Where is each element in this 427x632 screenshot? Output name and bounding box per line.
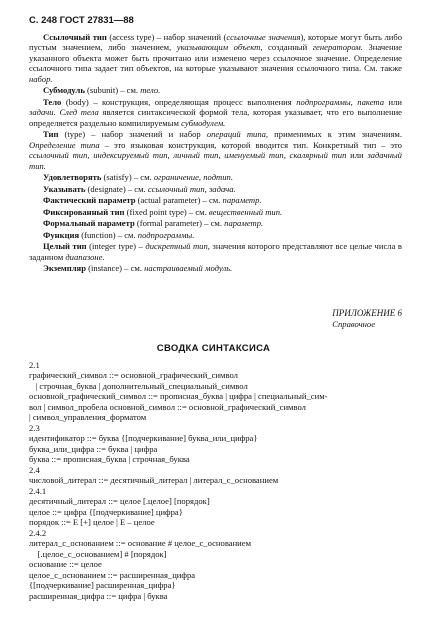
syntax-rule-line: целое ::= цифра {[подчеркивание] цифра} xyxy=(29,506,183,517)
glossary-text: дискретный тип, xyxy=(145,241,210,252)
syntax-section-number: 2.3 xyxy=(29,422,40,433)
syntax-section-number: 2.1 xyxy=(29,360,40,370)
glossary-text: Значение указанного объекта может быть прочитано или изменено через ссылочное значение. Определение ссылочного типа задает тип объектов, на которые указывают значения ссылочного типа. См. также xyxy=(29,42,403,74)
glossary-text: тело. xyxy=(140,85,161,96)
glossary-text: ссылочные значения xyxy=(226,32,301,42)
glossary-term: Указывать xyxy=(43,183,86,194)
glossary-text: (access type) – набор значений ( xyxy=(106,32,227,42)
syntax-rule-line: основание ::= целое xyxy=(29,559,102,570)
glossary-entry xyxy=(29,263,402,273)
glossary-term: Субмодуль xyxy=(43,85,85,96)
glossary-term: Формальный параметр xyxy=(43,218,135,229)
glossary-text: Определение типа xyxy=(29,139,100,150)
glossary-text: или xyxy=(384,96,402,107)
appendix-kind: Справочное xyxy=(332,318,376,329)
glossary-text: (fixed point type) – см. xyxy=(124,206,209,217)
glossary-text: (instance) – см. xyxy=(86,263,145,274)
glossary-term: Ссылочный тип xyxy=(43,32,107,42)
glossary-text: является синтаксической формой тела, которая указывает, что его выполнение определяется раздельно компилируемым xyxy=(29,107,403,128)
syntax-rule-line: {[подчеркивание] расширенная_цифра} xyxy=(29,580,176,591)
glossary-text: настраиваемый модуль. xyxy=(144,263,233,274)
glossary-text: субмодулем. xyxy=(181,117,226,128)
glossary-text: набор. xyxy=(29,73,53,84)
glossary-entry xyxy=(29,195,402,205)
glossary-entry xyxy=(29,97,402,128)
glossary-text: (formal parameter) – см. xyxy=(134,218,225,229)
page-header: С. 248 ГОСТ 27831—88 xyxy=(29,15,134,26)
syntax-rule-line: | символ_управления_форматом xyxy=(29,412,147,423)
syntax-rule-line: буква_или_цифра ::= буква | цифра xyxy=(29,443,158,454)
glossary-text: вещественный тип. xyxy=(208,206,283,217)
glossary-text: ), которые могут быть либо пустым значением, либо значением, xyxy=(29,32,403,53)
syntax-rule-line: [.целое_с_основанием] # [порядок] xyxy=(29,548,167,559)
glossary-text: , применимых к этим значениям. xyxy=(265,129,402,140)
glossary-text: значения которого представляют все целые числа в заданном xyxy=(29,241,402,262)
syntax-rule-line: | строчная_буква | дополнительный_специальный_символ xyxy=(29,380,248,391)
glossary-entry xyxy=(29,32,402,84)
glossary-entry xyxy=(29,172,402,182)
glossary-entry xyxy=(29,129,402,171)
syntax-summary xyxy=(29,360,409,601)
glossary-text: – это языковая конструкция, которой вводится тип. Конкретный тип – это xyxy=(99,139,402,150)
glossary-text: подпрограммы. xyxy=(137,229,195,240)
glossary-text: задачи. След тела xyxy=(29,107,99,118)
glossary-entry xyxy=(29,85,402,95)
glossary-term: Целый тип xyxy=(43,241,87,252)
syntax-rule-line: основной_графический_символ ::= прописная_буква | цифра | специальный_сим- xyxy=(29,391,328,402)
glossary-text: , созданный xyxy=(260,42,313,53)
syntax-rule-line: вол | символ_пробела основной_символ ::= основной_графический_символ xyxy=(29,401,306,412)
syntax-rule-line: буква ::= прописная_буква | строчная_буква xyxy=(29,454,190,465)
syntax-rule-line: десятичный_литерал ::= целое [.целое] [порядок] xyxy=(29,496,210,507)
glossary-text: параметр. xyxy=(224,218,264,229)
glossary-text: (designate) – см. xyxy=(85,183,148,194)
glossary-term: Удовлетворять xyxy=(43,172,102,183)
glossary-text: операций типа xyxy=(206,129,266,140)
glossary-text: генератором. xyxy=(312,42,363,53)
syntax-rule-line: литерал_с_основанием ::= основание # целое_с_основанием xyxy=(29,538,252,549)
glossary-text: задачный тип. xyxy=(29,150,402,171)
glossary-term: Фактический параметр xyxy=(43,195,136,206)
section-title: СВОДКА СИНТАКСИСА xyxy=(156,343,271,354)
syntax-rule-line: целое_с_основанием ::= расширенная_цифра xyxy=(29,569,196,580)
glossary-entry xyxy=(29,230,402,240)
glossary-text: ограничение, подтип. xyxy=(153,172,233,183)
appendix-number: ПРИЛОЖЕНИЕ 6 xyxy=(332,308,402,318)
glossary-text: (type) – набор значений и набор xyxy=(58,129,207,140)
syntax-rule-line: числовой_литерал ::= десятичный_литерал | литерал_с_основанием xyxy=(29,475,279,486)
glossary-definitions xyxy=(29,32,402,275)
glossary-text: (body) – конструкция, определяющая процесс выполнения xyxy=(61,96,297,107)
syntax-section-number: 2.4.2 xyxy=(29,527,47,538)
appendix-label xyxy=(332,308,402,329)
syntax-rule-line: порядок ::= E [+] целое | E – целое xyxy=(29,517,155,528)
glossary-text: (actual parameter) – см. xyxy=(135,195,223,206)
syntax-section-number: 2.4 xyxy=(29,464,40,475)
syntax-section-number: 2.4.1 xyxy=(29,485,47,496)
glossary-text: ссылочный тип, индексируемый тип, личный тип, именуемый тип, скалярный тип xyxy=(29,150,347,161)
glossary-entry xyxy=(29,218,402,228)
glossary-entry xyxy=(29,184,402,194)
glossary-text: (integer type) – xyxy=(86,241,146,252)
syntax-rule-line: идентификатор ::= буква {[подчеркивание] буква_или_цифра} xyxy=(29,433,258,444)
glossary-text: (function) – см. xyxy=(79,229,138,240)
syntax-rule-line: расширенная_цифра ::= цифра | буква xyxy=(29,590,168,601)
glossary-text: параметр. xyxy=(222,195,262,206)
glossary-text: ссылочный тип, задача. xyxy=(147,183,236,194)
glossary-text: (satisfy) – см. xyxy=(101,172,154,183)
glossary-text: или xyxy=(346,150,368,161)
glossary-term: Экземпляр xyxy=(43,263,86,274)
glossary-term: Тип xyxy=(43,129,59,140)
glossary-term: Фиксированный тип xyxy=(43,206,125,217)
glossary-text: подпрограммы, пакета xyxy=(296,96,385,107)
glossary-term: Тело xyxy=(43,96,62,107)
glossary-entry xyxy=(29,241,402,262)
glossary-text: указывающим объект xyxy=(176,42,261,53)
glossary-text: (subunit) – см. xyxy=(84,85,141,96)
glossary-term: Функция xyxy=(43,229,80,240)
glossary-text: диапазоне. xyxy=(65,251,105,262)
glossary-entry xyxy=(29,207,402,217)
syntax-rule-line: графический_символ ::= основной_графический_символ xyxy=(29,370,238,381)
